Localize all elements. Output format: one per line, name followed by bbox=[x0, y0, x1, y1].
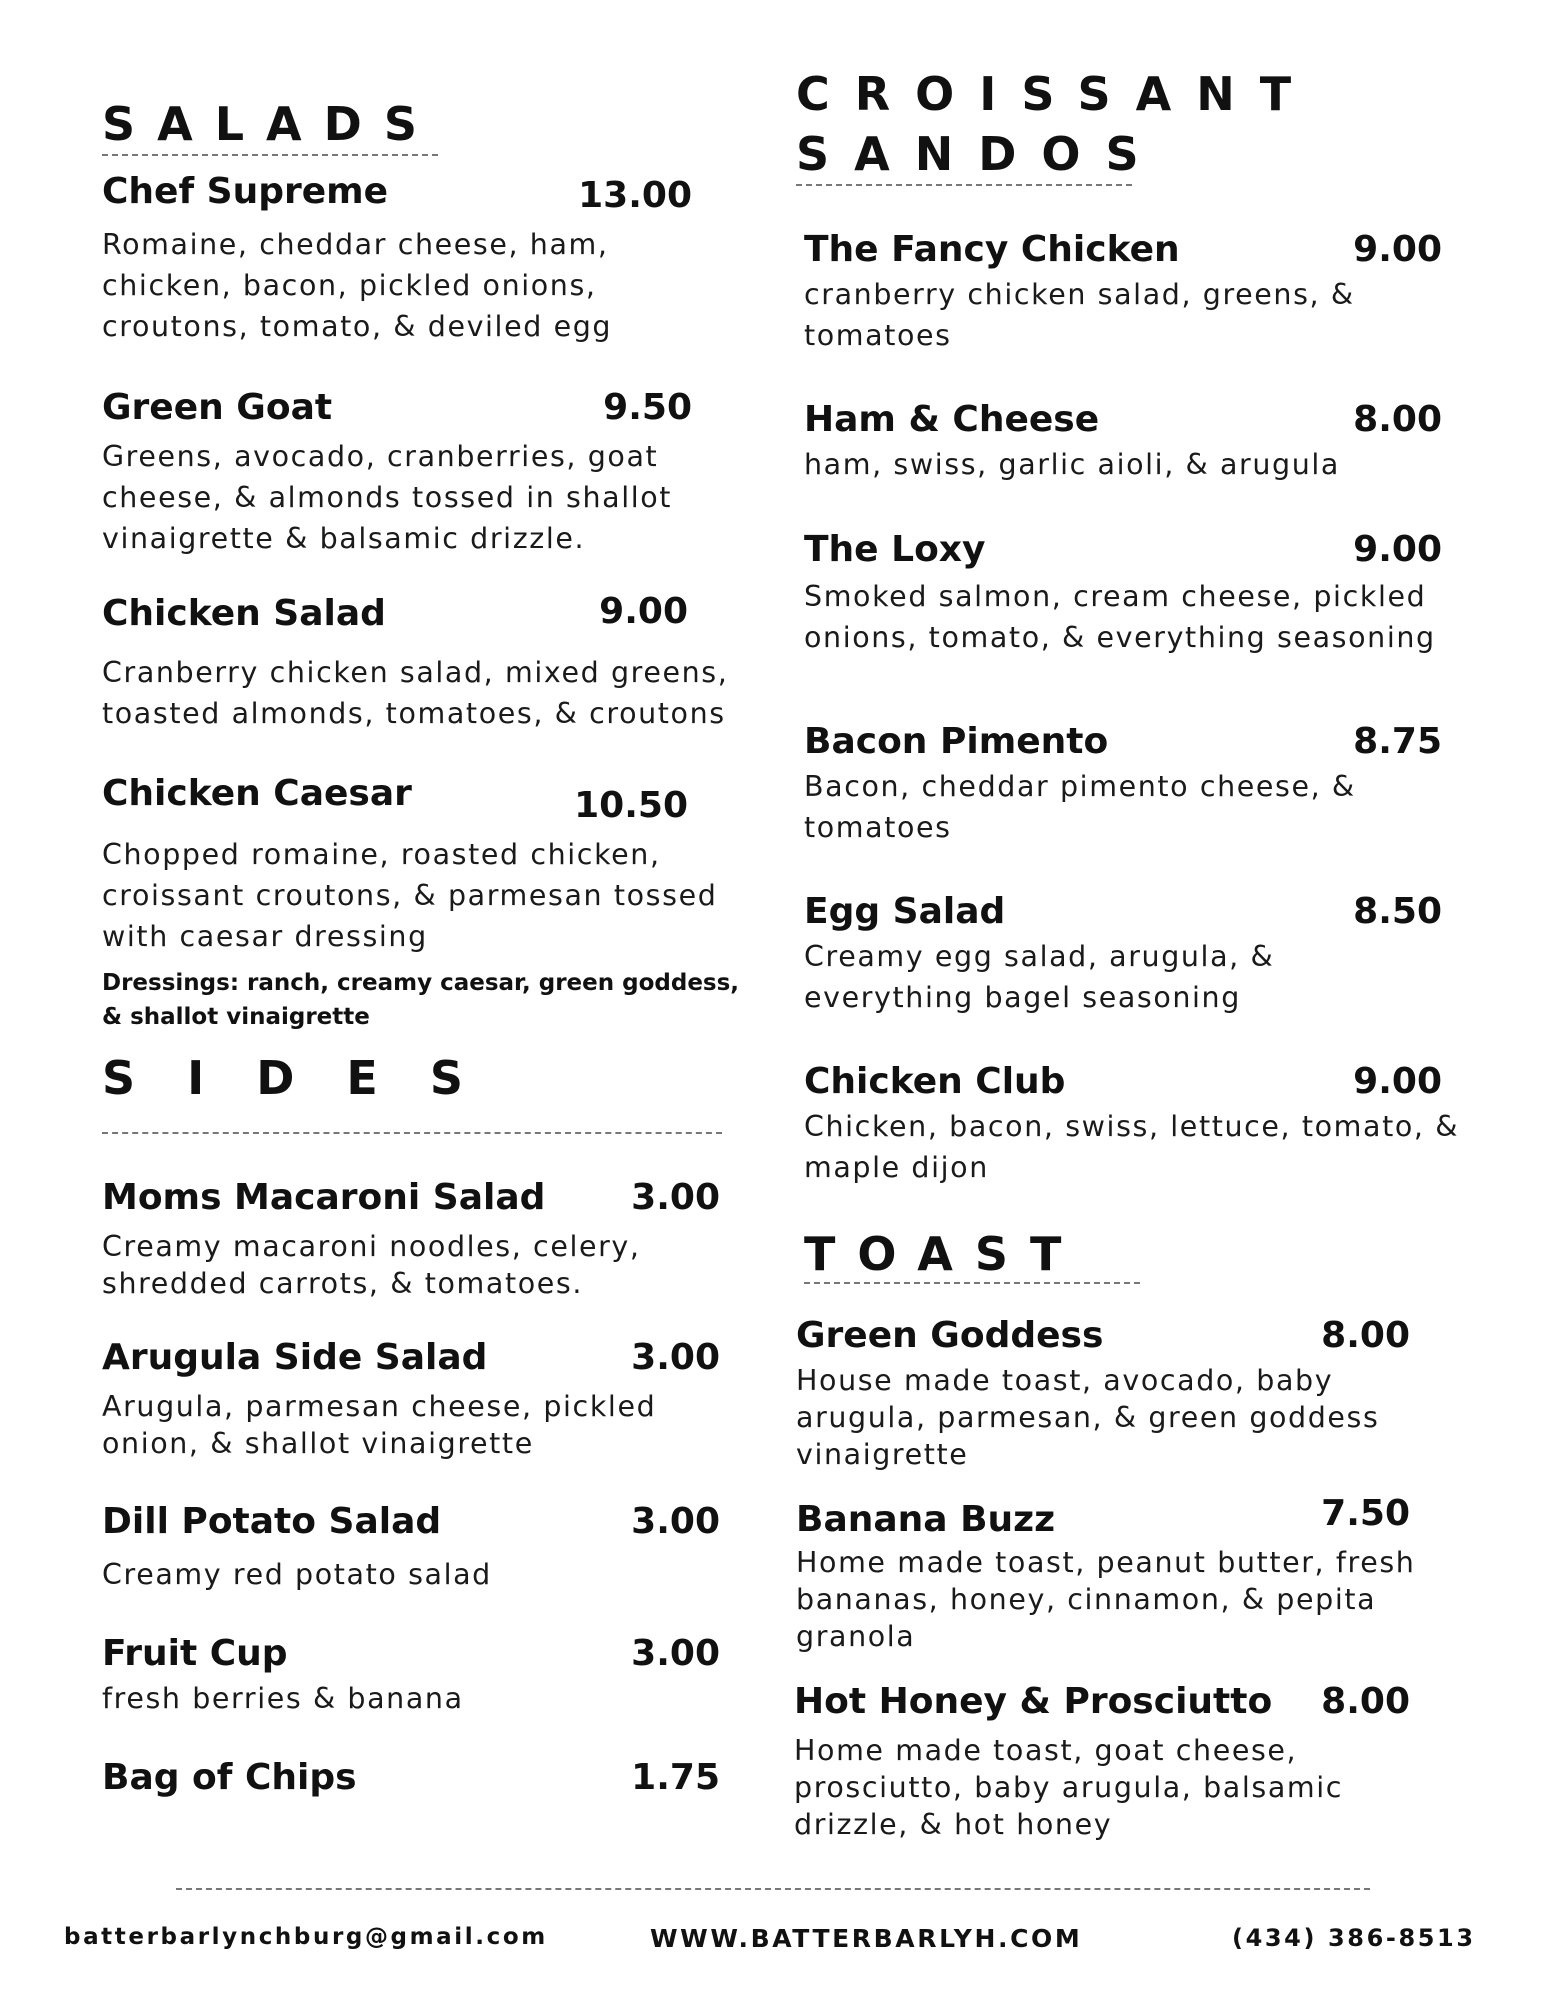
menu-item-name: Egg Salad bbox=[804, 891, 1006, 932]
menu-item-price: 8.00 bbox=[1353, 399, 1442, 440]
menu-item-price: 3.00 bbox=[631, 1633, 720, 1674]
toast-heading: TOAST bbox=[804, 1227, 1084, 1281]
menu-item-description: Creamy egg salad, arugula, & everything bagel seasoning bbox=[804, 940, 1275, 1014]
menu-item-description: Romaine, cheddar cheese, ham, chicken, bacon, pickled onions, croutons, tomato, & deviled egg bbox=[102, 228, 613, 343]
menu-item-price: 13.00 bbox=[578, 175, 692, 216]
menu-item-price: 3.00 bbox=[631, 1337, 720, 1378]
menu-item-name: Bacon Pimento bbox=[804, 721, 1109, 762]
menu-item-price: 7.50 bbox=[1321, 1493, 1410, 1534]
toast-divider bbox=[804, 1282, 1140, 1284]
menu-item-name: Chicken Club bbox=[804, 1061, 1066, 1102]
menu-item-description: Home made toast, goat cheese, prosciutto, baby arugula, balsamic drizzle, & hot honey bbox=[794, 1734, 1344, 1841]
menu-item-price: 9.00 bbox=[1353, 229, 1442, 270]
menu-item-name: Chicken Caesar bbox=[102, 773, 412, 814]
menu-item-name: Green Goddess bbox=[796, 1315, 1104, 1356]
menu-item-description: Creamy macaroni noodles, celery, shredded carrots, & tomatoes. bbox=[102, 1230, 641, 1300]
menu-item-name: Moms Macaroni Salad bbox=[102, 1177, 546, 1218]
menu-item-description: Cranberry chicken salad, mixed greens, toasted almonds, tomatoes, & croutons bbox=[102, 656, 729, 730]
footer-website[interactable]: WWW.BATTERBARLYH.COM bbox=[650, 1924, 1083, 1953]
menu-item-price: 8.00 bbox=[1321, 1681, 1410, 1722]
menu-item-description: House made toast, avocado, baby arugula, parmesan, & green goddess vinaigrette bbox=[796, 1364, 1380, 1471]
menu-item-description: Greens, avocado, cranberries, goat cheese, & almonds tossed in shallot vinaigrette & balsamic drizzle. bbox=[102, 440, 673, 555]
menu-item-price: 9.50 bbox=[603, 387, 692, 428]
footer-divider bbox=[176, 1888, 1370, 1890]
menu-item-name: Ham & Cheese bbox=[804, 399, 1100, 440]
menu-item-description: Chicken, bacon, swiss, lettuce, tomato, & maple dijon bbox=[804, 1110, 1460, 1184]
menu-item-price: 10.50 bbox=[574, 785, 688, 826]
menu-item-price: 3.00 bbox=[631, 1501, 720, 1542]
menu-item-price: 9.00 bbox=[599, 591, 688, 632]
menu-item-description: Bacon, cheddar pimento cheese, & tomatoes bbox=[804, 770, 1356, 844]
menu-item-price: 3.00 bbox=[631, 1177, 720, 1218]
menu-item-name: Hot Honey & Prosciutto bbox=[794, 1681, 1273, 1722]
menu-item-name: Bag of Chips bbox=[102, 1757, 357, 1798]
menu-item-description: Creamy red potato salad bbox=[102, 1558, 492, 1591]
menu-item-price: 8.00 bbox=[1321, 1315, 1410, 1356]
salads-heading: SALADS bbox=[102, 97, 439, 151]
menu-item-description: Home made toast, peanut butter, fresh bananas, honey, cinnamon, & pepita granola bbox=[796, 1546, 1416, 1653]
menu-item-description: cranberry chicken salad, greens, & tomatoes bbox=[804, 278, 1355, 352]
menu-item-description: Chopped romaine, roasted chicken, croissant croutons, & parmesan tossed with caesar dressing bbox=[102, 838, 718, 953]
footer-email[interactable]: batterbarlynchburg@gmail.com bbox=[64, 1924, 548, 1950]
menu-item-name: Fruit Cup bbox=[102, 1633, 288, 1674]
menu-item-price: 1.75 bbox=[631, 1757, 720, 1798]
menu-item-price: 9.00 bbox=[1353, 529, 1442, 570]
menu-item-name: Banana Buzz bbox=[796, 1499, 1056, 1540]
salads-divider bbox=[102, 154, 438, 156]
menu-item-name: The Loxy bbox=[804, 529, 986, 570]
croissant-sandos-heading-line1: CROISSANT bbox=[796, 67, 1317, 121]
menu-item-name: Arugula Side Salad bbox=[102, 1337, 488, 1378]
menu-item-name: The Fancy Chicken bbox=[804, 229, 1180, 270]
menu-item-price: 8.75 bbox=[1353, 721, 1442, 762]
menu-item-name: Chef Supreme bbox=[102, 171, 389, 212]
menu-item-name: Dill Potato Salad bbox=[102, 1501, 442, 1542]
menu-item-name: Green Goat bbox=[102, 387, 333, 428]
menu-item-description: ham, swiss, garlic aioli, & arugula bbox=[804, 448, 1340, 481]
croissant-sandos-heading-line2: SANDOS bbox=[796, 127, 1164, 181]
menu-item-description: Arugula, parmesan cheese, pickled onion, & shallot vinaigrette bbox=[102, 1390, 657, 1460]
sides-divider bbox=[102, 1132, 722, 1134]
dressings-note: Dressings: ranch, creamy caesar, green goddess, & shallot vinaigrette bbox=[102, 970, 740, 1030]
menu-item-description: Smoked salmon, cream cheese, pickled onions, tomato, & everything seasoning bbox=[804, 580, 1436, 654]
footer-phone[interactable]: (434) 386-8513 bbox=[1232, 1924, 1476, 1952]
menu-item-price: 9.00 bbox=[1353, 1061, 1442, 1102]
menu-item-description: fresh berries & banana bbox=[102, 1682, 464, 1715]
menu-item-name: Chicken Salad bbox=[102, 593, 386, 634]
croissant-sandos-divider bbox=[796, 184, 1132, 186]
sides-heading: SIDES bbox=[102, 1051, 515, 1105]
menu-item-price: 8.50 bbox=[1353, 891, 1442, 932]
